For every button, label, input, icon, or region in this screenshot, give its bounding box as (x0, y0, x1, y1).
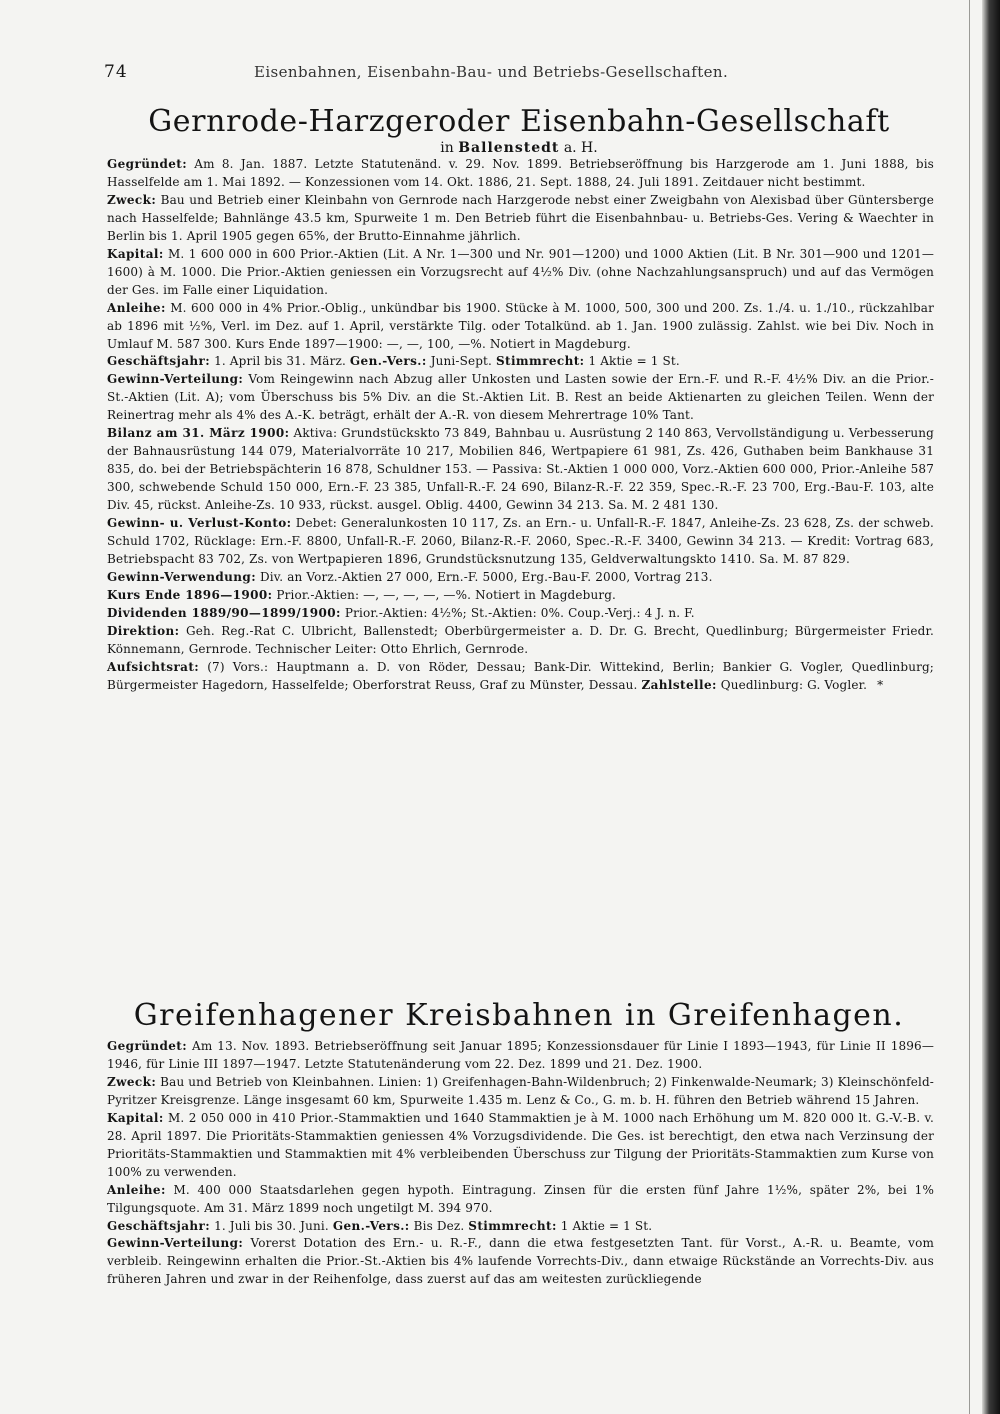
company1-title: Gernrode-Harzgeroder Eisenbahn-Gesellschaft (148, 104, 890, 139)
entry-text: Bau und Betrieb einer Kleinbahn von Gernrode nach Harzgerode nebst einer Zweigbahn von Alexisbad über Güntersberge nach Hasselfelde; Bahnlänge 43.5 km, Spurweite 1 m. Den Betrieb führt die Eisenbahnbau- u. Betriebs-Ges. Vering & Waechter in Berlin bis 1. April 1905 gegen 65%, der Brutto-Einnahme jährlich. (107, 192, 935, 243)
entry-text: Bau und Betrieb von Kleinbahnen. Linien: 1) Greifenhagen-Bahn-Wildenbruch; 2) Finkenwalde-Neumark; 3) Kleinschönfeld-Pyritzer Kreisgrenze. Länge insgesamt 60 km, Spurweite 1.435 m. Lenz & Co., G. m. b. H. führen den Betrieb während 15 Jahren. (107, 1074, 935, 1107)
entry-paragraph (107, 1110, 934, 1182)
entry-paragraph (107, 1218, 934, 1236)
company1-location: Ballenstedt (458, 140, 560, 156)
end-mark: * (877, 677, 884, 692)
entry-text: Vom Reingewinn nach Abzug aller Unkosten und Lasten sowie der Ern.-F. und R.-F. 4½% Div. an die Prior.-St.-Aktien (Lit. A); vom Überschuss bis 5% Div. an die St.-Aktien Lit. B. Rest an beide Aktienarten zu gleichen Teilen. Wenn der Reinertrag mehr als 4% des A.-K. beträgt, erhält der A.-R. von diesem Mehrertrage 10% Tant. (107, 372, 935, 423)
entry-text: Prior.-Aktien: 4½%; St.-Aktien: 0%. Coup.-Verj.: 4 J. n. F. (344, 605, 695, 620)
company2-entries (107, 1038, 934, 1289)
book-binding-edge (982, 0, 1000, 1414)
entry-key: Anleihe: (107, 1182, 166, 1197)
entry-text: M. 1 600 000 in 600 Prior.-Aktien (Lit. A Nr. 1—300 und Nr. 901—1200) und 1000 Aktien (Lit. B Nr. 301—900 und 1201—1600) à M. 1000. Die Prior.-Aktien geniessen ein Vorzugsrecht auf 4½% Div. (ohne Nachzahlungsanspruch) und auf das Vermögen der Ges. im Falle einer Liquidation. (107, 246, 934, 297)
entry-key: Gewinn-Verwendung: (107, 569, 257, 584)
entry-paragraph (107, 371, 934, 425)
entry-key: Gewinn-Verteilung: (107, 372, 244, 387)
entry-key: Kurs Ende 1896—1900: (107, 587, 273, 602)
entry-text: (7) Vors.: Hauptmann a. D. von Röder, Dessau; Bank-Dir. Wittekind, Berlin; Bankier G. Vogler, Quedlinburg; Bürgermeister Hagedorn, Hasselfelde; Oberforstrat Reuss, Graf zu Münster, Dessau. (107, 659, 934, 692)
entry-key: Gewinn- u. Verlust-Konto: (107, 516, 292, 531)
entry-text: Bis Dez. (413, 1218, 465, 1233)
entry-key: Stimmrecht: (468, 1218, 557, 1233)
entry-text: 1. April bis 31. März. (214, 354, 346, 369)
running-head (104, 62, 934, 84)
entry-text: 1 Aktie = 1 St. (560, 1218, 653, 1233)
entry-key: Zweck: (107, 192, 157, 207)
entry-text: Am 13. Nov. 1893. Betriebseröffnung seit Januar 1895; Konzessionsdauer für Linie I 1893—1943, für Linie II 1896—1946, für Linie III 1897—1947. Letzte Statutenänderung vom 22. Dez. 1899 und 21. Dez. 1900. (107, 1039, 934, 1071)
entry-text: Quedlinburg: G. Vogler. (720, 677, 868, 692)
binding-edge-line (969, 0, 970, 1414)
company1-location-line (104, 140, 934, 156)
entry-text: M. 2 050 000 in 410 Prior.-Stammaktien und 1640 Stammaktien je à M. 1000 nach Erhöhung um M. 820 000 lt. G.-V.-B. v. 28. April 1897. Die Prioritäts-Stammaktien geniessen 4% Vorzugsdividende. Die Ges. ist berechtigt, den etwa nach Verzinsung der Prioritäts-Stammaktien und Stammaktien mit 4% verbleibenden Überschuss zur Tilgung der Prioritäts-Stammaktien zum Kurse von 100% zu verwenden. (107, 1110, 934, 1179)
entry-key: Kapital: (107, 1110, 164, 1125)
entry-paragraph (107, 353, 934, 371)
entry-key: Aufsichtsrat: (107, 659, 200, 674)
entry-paragraph (107, 246, 934, 300)
running-title: Eisenbahnen, Eisenbahn-Bau- und Betriebs-Gesellschaften. (254, 63, 729, 81)
page-number: 74 (104, 62, 128, 82)
entry-paragraph (107, 515, 934, 569)
entry-paragraph (107, 425, 934, 515)
company1-entries (107, 156, 934, 695)
entry-text: 1 Aktie = 1 St. (588, 354, 680, 369)
entry-key: Stimmrecht: (495, 354, 585, 369)
entry-text: Juni-Sept. (430, 354, 492, 369)
entry-text: Div. an Vorz.-Aktien 27 000, Ern.-F. 5000, Erg.-Bau-F. 2000, Vortrag 213. (260, 569, 713, 584)
entry-key: Geschäftsjahr: (107, 1218, 211, 1233)
entry-key: Gegründet: (107, 1039, 188, 1053)
entry-paragraph (107, 587, 934, 605)
entry-paragraph (107, 569, 934, 587)
entry-key: Kapital: (107, 246, 164, 261)
entry-key: Direktion: (107, 623, 180, 638)
entry-key: Geschäftsjahr: (107, 354, 211, 369)
entry-paragraph (107, 605, 934, 623)
entry-paragraph (107, 1182, 934, 1218)
company2-title: Greifenhagener Kreisbahnen in Greifenhagen. (133, 998, 905, 1033)
location-suffix: a. H. (563, 140, 598, 156)
entry-key: Gen.-Vers.: (349, 354, 427, 369)
entry-text: M. 400 000 Staatsdarlehen gegen hypoth. Eintragung. Zinsen für die ersten fünf Jahre 1½%, später 2%, bei 1% Tilgungsquote. Am 31. März 1899 noch ungetilgt M. 394 970. (107, 1182, 934, 1215)
entry-key: Zahlstelle: (641, 677, 717, 692)
entry-paragraph (107, 192, 934, 246)
entry-key: Gegründet: (107, 157, 188, 171)
entry-text: 1. Juli bis 30. Juni. (214, 1218, 329, 1233)
entry-key: Gen.-Vers.: (332, 1218, 410, 1233)
entry-key: Anleihe: (107, 300, 166, 315)
entry-key: Zweck: (107, 1074, 157, 1089)
entry-paragraph (107, 300, 934, 354)
entry-paragraph (107, 156, 934, 192)
entry-key: Bilanz am 31. März 1900: (107, 426, 290, 441)
entry-key: Gewinn-Verteilung: (107, 1236, 244, 1251)
entry-paragraph (107, 1074, 934, 1110)
entry-text: Vorerst Dotation des Ern.- u. R.-F., dann die etwa festgesetzten Tant. für Vorst., A.-R. u. Beamte, vom verbleib. Reingewinn erhalten die Prior.-St.-Aktien bis 4% laufende Vorrechts-Div., dann etwaige Rückstände an Vorrechts-Div. aus früheren Jahren und zwar in der Reihenfolge, dass zuerst auf das am weitesten zurückliegende (107, 1236, 935, 1287)
entry-text: M. 600 000 in 4% Prior.-Oblig., unkündbar bis 1900. Stücke à M. 1000, 500, 300 und 200. Zs. 1./4. u. 1./10., rückzahlbar ab 1896 mit ½%, Verl. im Dez. auf 1. April, verstärkte Tilg. oder Totalkünd. ab 1. Jan. 1900 zulässig. Zahlst. wie bei Div. Noch in Umlauf M. 587 300. Kurs Ende 1897—1900: —, —, 100, —%. Notiert in Magdeburg. (107, 300, 934, 351)
entry-paragraph (107, 1038, 934, 1074)
location-prefix: in (440, 140, 454, 156)
entry-paragraph (107, 623, 934, 659)
entry-key: Dividenden 1889/90—1899/1900: (107, 605, 341, 620)
entry-text: Am 8. Jan. 1887. Letzte Statutenänd. v. 29. Nov. 1899. Betriebseröffnung bis Harzgerode am 1. Juni 1888, bis Hasselfelde am 1. Mai 1892. — Konzessionen vom 14. Okt. 1886, 21. Sept. 1888, 24. Juli 1891. Zeitdauer nicht bestimmt. (107, 157, 934, 189)
entry-text: Geh. Reg.-Rat C. Ulbricht, Ballenstedt; Oberbürgermeister a. D. Dr. G. Brecht, Quedlinburg; Bürgermeister Friedr. Könnemann, Gernrode. Technischer Leiter: Otto Ehrlich, Gernrode. (107, 623, 935, 656)
entry-paragraph (107, 1235, 934, 1289)
entry-text: Debet: Generalunkosten 10 117, Zs. an Ern.- u. Unfall-R.-F. 1847, Anleihe-Zs. 23 628, Zs. der schweb. Schuld 1702, Rücklage: Ern.-F. 8800, Unfall-R.-F. 2060, Bilanz-R.-F. 2060, Spec.-R.-F. 3400, Gewinn 34 213. — Kredit: Vortrag 683, Betriebspacht 83 702, Zs. von Wertpapieren 1896, Grundstücksnutzung 135, Geldverwaltungskto 1410. Sa. M. 87 829. (107, 516, 935, 566)
entry-text: Aktiva: Grundstückskto 73 849, Bahnbau u. Ausrüstung 2 140 863, Vervollständigung u. Verbesserung der Bahnausrüstung 144 079, Materialvorräte 10 217, Mobilien 846, Wertpapiere 61 981, Zs. 426, Guthaben beim Bankhause 31 835, do. bei der Betriebspächterin 16 878, Schuldner 153. — Passiva: St.-Aktien 1 000 000, Vorz.-Aktien 600 000, Prior.-Anleihe 587 300, schwebende Schuld 150 000, Ern.-F. 23 385, Unfall-R.-F. 24 690, Bilanz-R.-F. 22 359, Spec.-R.-F. 23 700, Erg.-Bau-F. 103, alte Div. 45, rückst. Anleihe-Zs. 10 933, rückst. ausgel. Oblig. 4400, Gewinn 34 213. Sa. M. 2 481 130. (107, 426, 934, 513)
entry-text: Prior.-Aktien: —, —, —, —, —%. Notiert in Magdeburg. (276, 587, 617, 602)
entry-paragraph (107, 659, 934, 695)
